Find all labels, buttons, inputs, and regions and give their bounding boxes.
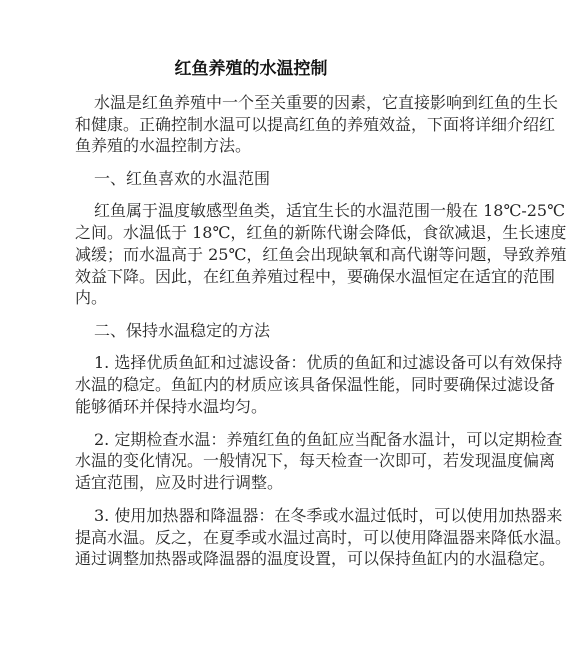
list-item-line: 适宜范围，应及时进行调整。 xyxy=(75,473,284,492)
section-heading: 二、保持水温稳定的方法 xyxy=(94,321,271,340)
paragraph-line: 效益下降。因此，在红鱼养殖过程中，要确保水温恒定在适宜的范围 xyxy=(75,267,556,286)
list-item-line: 1. 选择优质鱼缸和过滤设备：优质的鱼缸和过滤设备可以有效保持 xyxy=(94,353,563,372)
paragraph-line: 减缓；而水温高于 25℃，红鱼会出现缺氧和高代谢等问题，导致养殖 xyxy=(75,245,567,264)
list-item-line: 能够循环并保持水温均匀。 xyxy=(75,397,268,416)
document-title: 红鱼养殖的水温控制 xyxy=(174,59,328,79)
list-item-line: 提高水温。反之，在夏季或水温过高时，可以使用降温器来降低水温。 xyxy=(75,528,571,547)
paragraph-line: 红鱼属于温度敏感型鱼类，适宜生长的水温范围一般在 18℃-25℃ xyxy=(94,201,566,220)
paragraph-line: 之间。水温低于 18℃，红鱼的新陈代谢会降低，食欲减退，生长速度 xyxy=(75,223,567,242)
section-heading: 一、红鱼喜欢的水温范围 xyxy=(94,169,271,188)
list-item-line: 2. 定期检查水温：养殖红鱼的鱼缸应当配备水温计，可以定期检查 xyxy=(94,430,563,449)
intro-line: 鱼养殖的水温控制方法。 xyxy=(75,136,252,155)
list-item-line: 3. 使用加热器和降温器：在冬季或水温过低时，可以使用加热器来 xyxy=(94,506,563,525)
list-item-line: 通过调整加热器或降温器的温度设置，可以保持鱼缸内的水温稳定。 xyxy=(75,549,556,568)
intro-line: 水温是红鱼养殖中一个至关重要的因素，它直接影响到红鱼的生长 xyxy=(94,93,559,112)
intro-line: 和健康。正确控制水温可以提高红鱼的养殖效益，下面将详细介绍红 xyxy=(75,115,556,134)
list-item-line: 水温的稳定。鱼缸内的材质应该具备保温性能，同时要确保过滤设备 xyxy=(75,375,556,394)
paragraph-line: 内。 xyxy=(75,288,108,307)
list-item-line: 水温的变化情况。一般情况下，每天检查一次即可，若发现温度偏离 xyxy=(75,451,556,470)
